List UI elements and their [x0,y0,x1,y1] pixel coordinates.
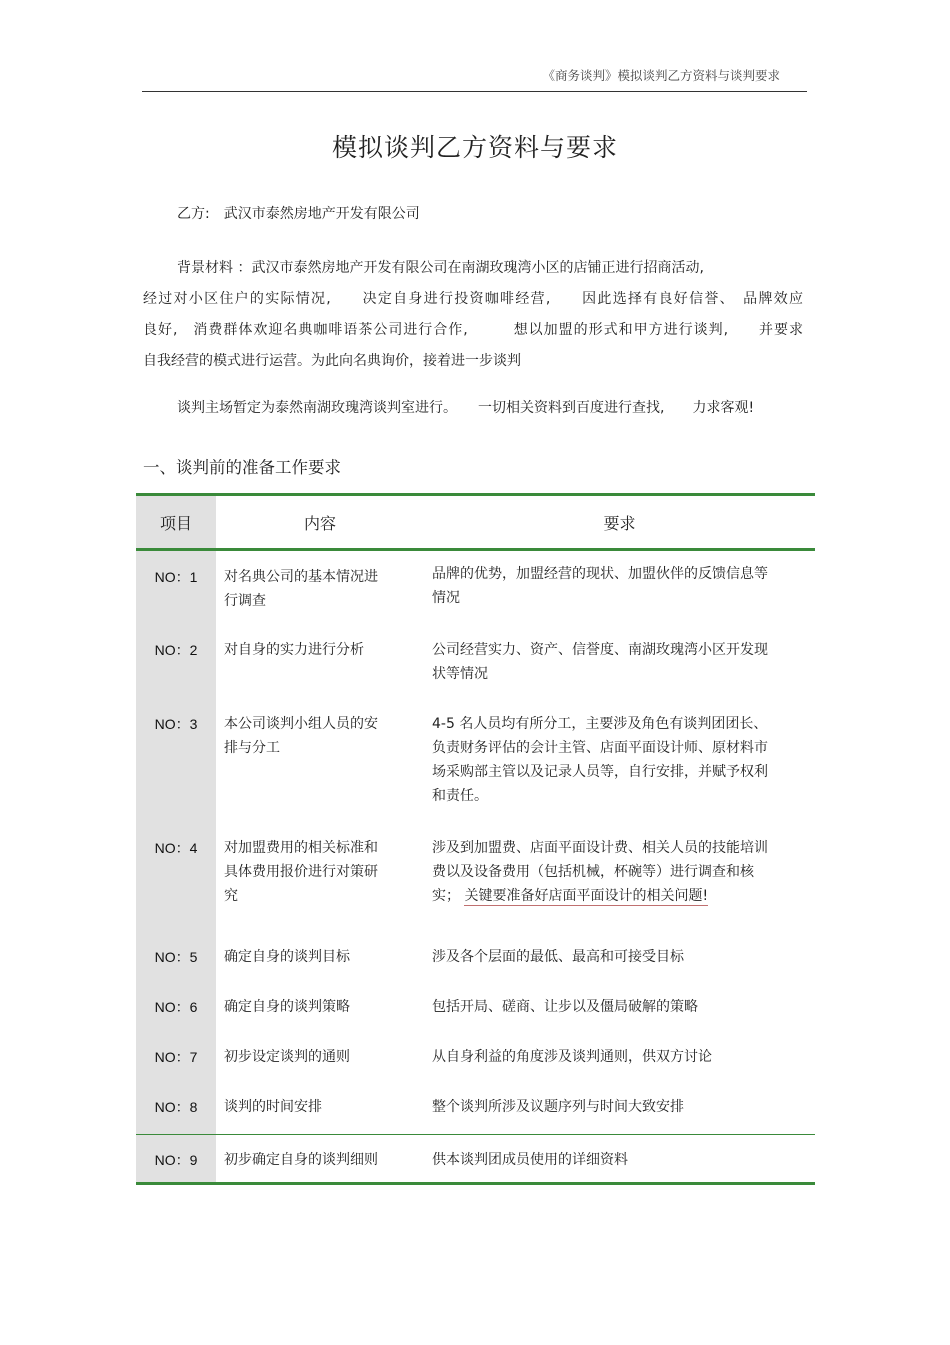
requirement-emphasis: 关键要准备好店面平面设计的相关问题! [464,887,709,904]
header-item: 项目 [136,495,216,550]
document-title: 模拟谈判乙方资料与要求 [331,133,618,162]
row-requirement: 从自身利益的角度涉及谈判通则，供双方讨论 [432,1048,712,1065]
background-line: 背景材料 ：武汉市泰然房地产开发有限公司在南湖玫瑰湾小区的店铺正进行招商活动, [177,260,704,276]
header-rule [142,91,807,92]
party-line [177,203,420,223]
row-requirement: 包括开局、磋商、让步以及僵局破解的策略 [432,998,698,1015]
venue-paragraph [143,393,803,424]
row-content: 确定自身的谈判策略 [224,998,350,1015]
row-requirement: 公司经营实力、资产、信誉度、南湖玫瑰湾小区开发现状等情况 [432,641,768,682]
row-content: 对加盟费用的相关标准和具体费用报价进行对策研究 [224,839,378,904]
requirement-text: 涉及到加盟费、店面平面设计费、相关人员的技能培训费以及设备费用（包括机械，杯碗等）进行调查和核实； [432,839,768,904]
background-line: 经过对小区住户的实际情况, 决定自身进行投资咖啡经营, 因此选择有良好信誉、 品牌效应 [143,291,803,307]
row-content: 对名典公司的基本情况进行调查 [224,569,378,609]
row-number: NO：8 [136,1085,216,1135]
header-content: 内容 [216,495,424,550]
row-number: NO：7 [136,1035,216,1085]
table-row [136,1035,815,1085]
row-number: NO：6 [136,985,216,1035]
table-header-row [136,495,815,550]
table-row [136,550,815,625]
party-label: 乙方: [177,206,210,222]
row-number: NO：9 [136,1135,216,1184]
header-requirement: 要求 [424,495,815,550]
row-number: NO：3 [136,699,216,823]
table-row [136,699,815,823]
table-row [136,985,815,1035]
row-requirement [424,823,815,935]
row-number: NO：1 [136,550,216,625]
row-content: 初步设定谈判的通则 [224,1048,350,1065]
table-row [136,625,815,699]
row-content: 初步确定自身的谈判细则 [216,1135,424,1184]
background-paragraph [143,253,803,377]
row-number: NO：2 [136,625,216,699]
row-requirement: 供本谈判团成员使用的详细资料 [424,1135,815,1184]
row-requirement: 品牌的优势，加盟经营的现状、加盟伙伴的反馈信息等情况 [432,566,768,606]
row-content: 对自身的实力进行分析 [224,641,364,658]
party-name: 武汉市泰然房地产开发有限公司 [223,206,420,222]
row-content: 本公司谈判小组人员的安排与分工 [224,715,378,756]
row-content: 确定自身的谈判目标 [224,948,350,965]
running-header: 《商务谈判》模拟谈判乙方资料与谈判要求 [542,68,780,83]
background-line: 自我经营的模式进行运营。为此向名典询价，接着进一步谈判 [143,353,521,369]
table-row [136,1135,815,1184]
row-number: NO：4 [136,823,216,935]
row-requirement: 整个谈判所涉及议题序列与时间大致安排 [432,1098,684,1115]
requirements-table [136,493,815,1185]
row-content: 谈判的时间安排 [224,1098,322,1115]
table-row [136,823,815,935]
table-row [136,1085,815,1135]
section-heading: 一、谈判前的准备工作要求 [143,458,341,477]
table-row [136,935,815,985]
row-requirement: 4-5 名人员均有所分工，主要涉及角色有谈判团团长、负责财务评估的会计主管、店面平面设计师、原材料市场采购部主管以及记录人员等，自行安排，并赋予权利和责任。 [432,715,768,804]
row-requirement: 涉及各个层面的最低、最高和可接受目标 [432,948,684,965]
row-number: NO：5 [136,935,216,985]
venue-line: 谈判主场暂定为泰然南湖玫瑰湾谈判室进行。 一切相关资料到百度进行查找, 力求客观! [177,400,755,416]
background-line: 良好, 消费群体欢迎名典咖啡语茶公司进行合作, 想以加盟的形式和甲方进行谈判, 并要求 [143,322,803,338]
